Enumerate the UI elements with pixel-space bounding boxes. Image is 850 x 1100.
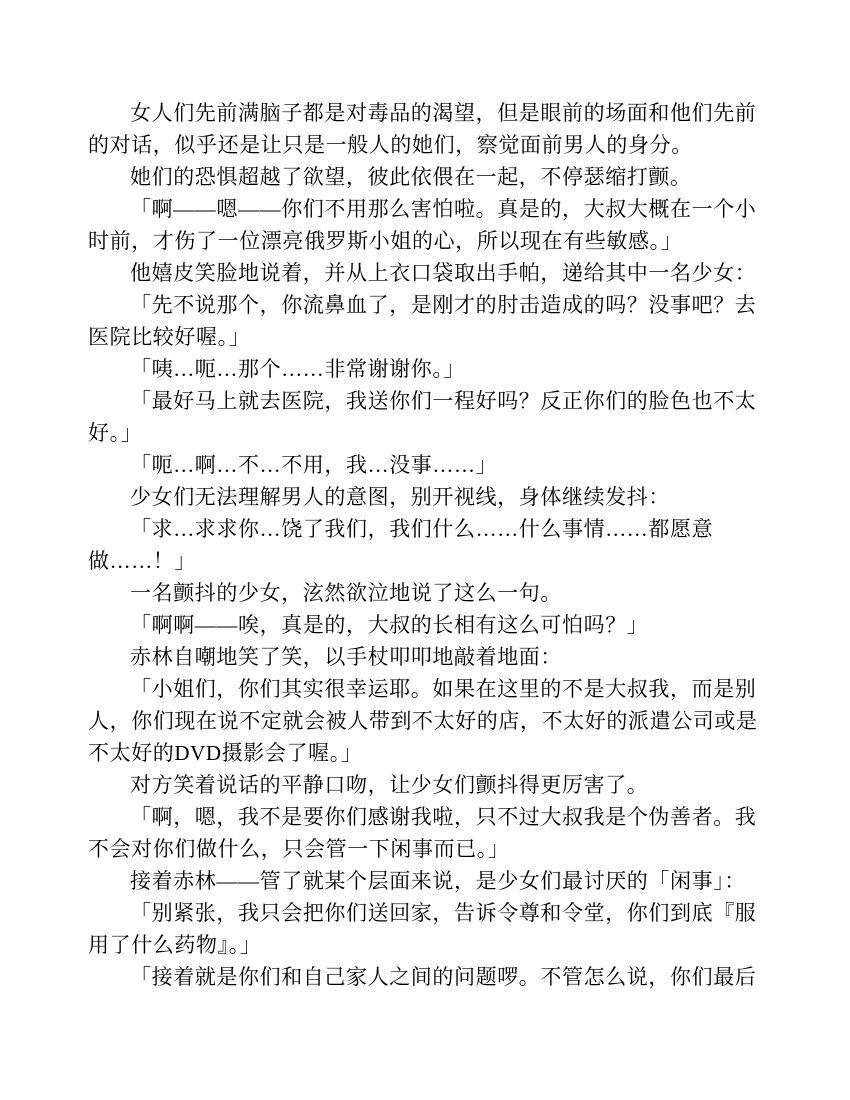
novel-paragraph: 「啊啊——唉，真是的，大叔的长相有这么可怕吗？」 <box>130 613 649 637</box>
novel-paragraph: 「呃…啊…不…不用，我…没事……」 <box>130 453 498 477</box>
novel-paragraph: 「咦…呃…那个……非常谢谢你。」 <box>130 357 466 381</box>
novel-paragraph: 「啊，嗯，我不是要你们感谢我啦，只不过大叔我是个伪善者。我不会对你们做什么，只会管一下闲事而已。」 <box>88 805 757 861</box>
novel-paragraph: 赤林自嘲地笑了笑，以手杖叩叩地敲着地面： <box>130 645 562 669</box>
novel-paragraph: 接着赤林——管了就某个层面来说，是少女们最讨厌的「闲事」： <box>130 869 746 893</box>
novel-paragraph: 对方笑着说话的平静口吻，让少女们颤抖得更厉害了。 <box>130 773 649 797</box>
novel-paragraph: 她们的恐惧超越了欲望，彼此依偎在一起，不停瑟缩打颤。 <box>130 165 692 189</box>
novel-paragraph: 「先不说那个，你流鼻血了，是刚才的肘击造成的吗？没事吧？去医院比较好喔。」 <box>88 293 757 349</box>
novel-paragraph: 「啊——嗯——你们不用那么害怕啦。真是的，大叔大概在一个小时前，才伤了一位漂亮俄罗斯小姐的心，所以现在有些敏感。」 <box>88 197 757 253</box>
novel-paragraph: 「接着就是你们和自己家人之间的问题啰。不管怎么说，你们最后 <box>130 965 757 989</box>
novel-paragraph: 「求…求求你…饶了我们，我们什么……什么事情……都愿意做……！」 <box>88 517 714 573</box>
novel-paragraph: 「最好马上就去医院，我送你们一程好吗？反正你们的脸色也不太好。」 <box>88 389 757 445</box>
novel-paragraph: 一名颤抖的少女，泫然欲泣地说了这么一句。 <box>130 581 562 605</box>
text-content <box>88 97 762 993</box>
novel-paragraph: 他嬉皮笑脸地说着，并从上衣口袋取出手帕，递给其中一名少女： <box>130 261 757 285</box>
novel-paragraph: 少女们无法理解男人的意图，别开视线，身体继续发抖： <box>130 485 670 509</box>
novel-paragraph: 「别紧张，我只会把你们送回家，告诉令尊和令堂，你们到底『服用了什么药物』。」 <box>88 901 757 957</box>
novel-paragraph: 女人们先前满脑子都是对毒品的渴望，但是眼前的场面和他们先前的对话，似乎还是让只是一般人的她们，察觉面前男人的身分。 <box>88 101 757 157</box>
novel-paragraph: 「小姐们，你们其实很幸运耶。如果在这里的不是大叔我，而是别人，你们现在说不定就会被人带到不太好的店，不太好的派遣公司或是不太好的DVD摄影会了喔。」 <box>88 677 758 765</box>
